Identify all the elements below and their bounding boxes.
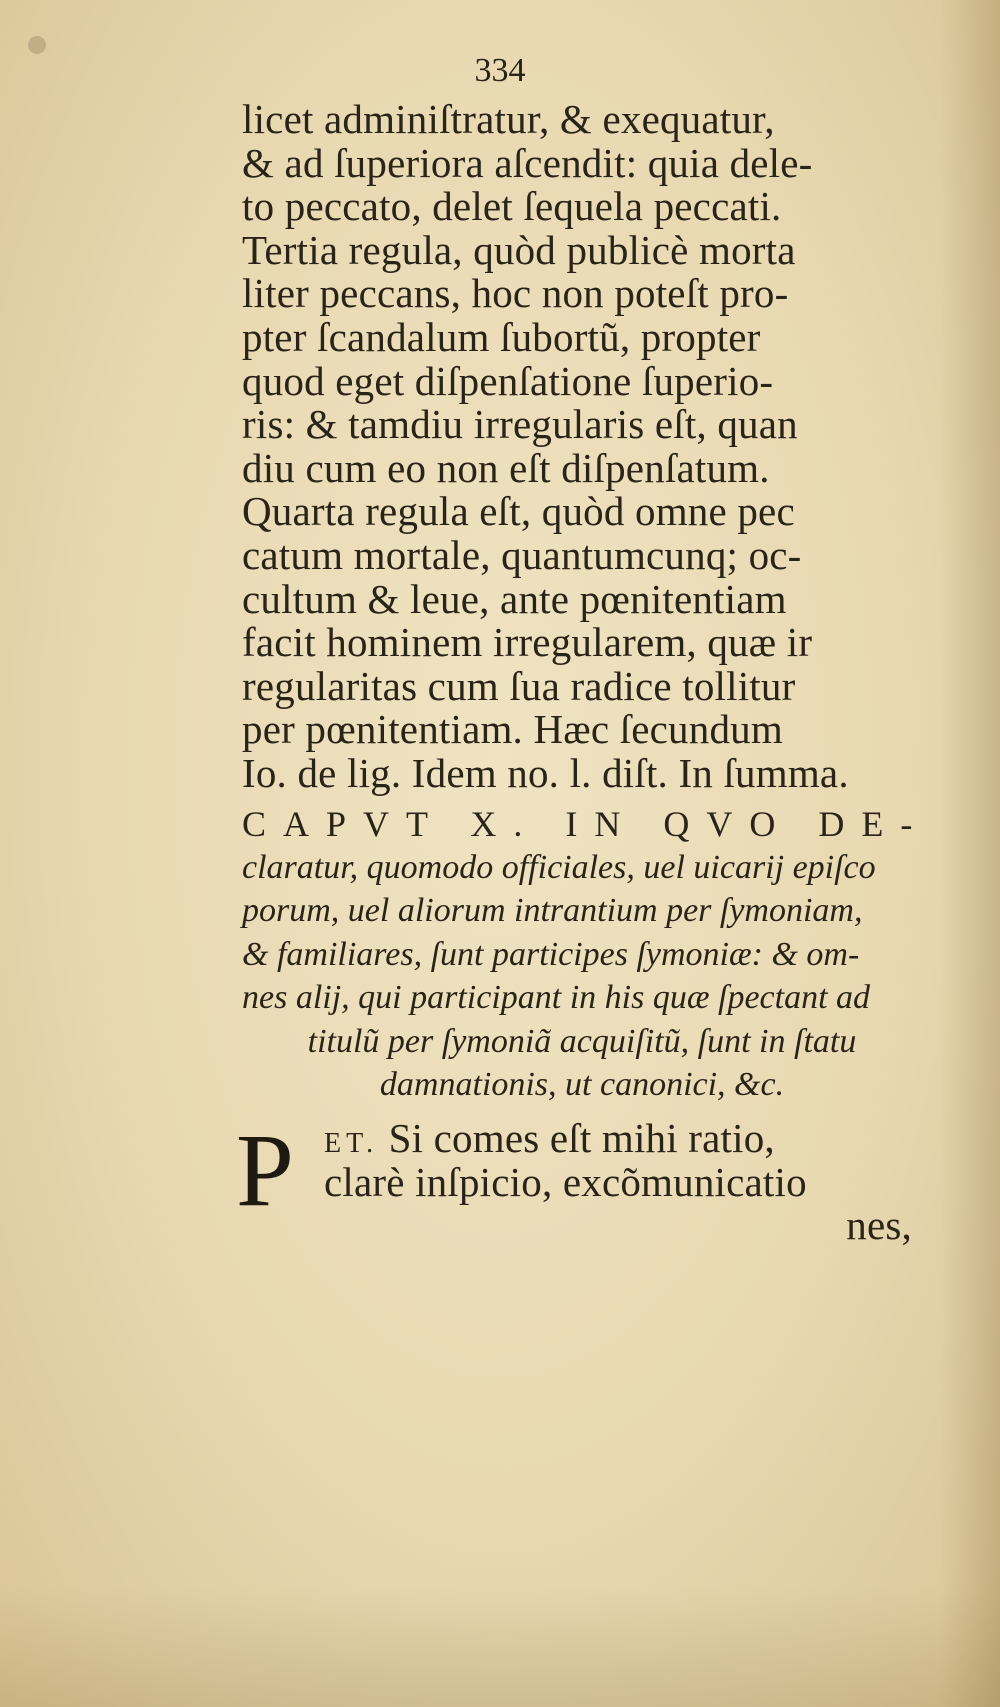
chapter-summary-line: claratur, quomodo officiales, uel uicarij epiſco bbox=[242, 848, 876, 886]
page-number: 334 bbox=[474, 52, 526, 89]
chapter-summary-line: porum, uel aliorum intrantium per ſymoniam, bbox=[242, 892, 863, 930]
chapter-summary-line: & familiares, ſunt participes ſymoniæ: & om- bbox=[242, 935, 860, 973]
body-line: Tertia regula, quòd publicè morta bbox=[242, 226, 796, 273]
speaker-label: ET. bbox=[324, 1128, 379, 1160]
body-line: liter peccans, hoc non poteſt pro- bbox=[242, 270, 789, 317]
chapter-heading: CAPVT X. IN QVO DE- bbox=[242, 803, 930, 844]
body-line: diu cum eo non eſt diſpenſatum. bbox=[242, 444, 770, 491]
chapter-summary-line: titulũ per ſymoniã acquiſitũ, ſunt in ſtatu bbox=[307, 1022, 857, 1060]
body-line: ris: & tamdiu irregularis eſt, quan bbox=[242, 401, 798, 448]
body-line: catum mortale, quantumcunq; oc- bbox=[242, 531, 802, 578]
drop-cap: P bbox=[236, 1113, 294, 1229]
body-line: regularitas cum ſua radice tollitur bbox=[242, 662, 796, 709]
page-bottom-shadow bbox=[0, 1587, 1000, 1707]
dialogue-line: clarè inſpicio, excõmunicatio bbox=[324, 1158, 807, 1205]
dialogue-paragraph bbox=[236, 1113, 922, 1249]
catchword: nes, bbox=[846, 1202, 912, 1249]
body-line: & ad ſuperiora aſcendit: quia dele- bbox=[242, 139, 813, 186]
chapter-summary-line: damnationis, ut canonici, &c. bbox=[379, 1066, 785, 1104]
body-line: facit hominem irregularem, quæ ir bbox=[242, 619, 813, 666]
body-line: pter ſcandalum ſubortũ, propter bbox=[242, 313, 761, 360]
dialogue-line bbox=[242, 1117, 922, 1161]
body-line: Quarta regula eſt, quòd omne pec bbox=[242, 488, 795, 535]
body-line: per pœnitentiam. Hæc ſecundum bbox=[242, 706, 783, 753]
main-text bbox=[236, 96, 930, 1249]
body-line: Io. de lig. Idem no. l. diſt. In ſumma. bbox=[242, 749, 849, 796]
page-edge-shadow bbox=[940, 0, 1000, 1707]
chapter-summary-line: nes alij, qui participant in his quæ ſpectant ad bbox=[242, 979, 871, 1017]
body-line: cultum & leue, ante pœnitentiam bbox=[242, 575, 787, 622]
dialogue-text: Si comes eſt mihi ratio, bbox=[388, 1115, 775, 1162]
body-line: quod eget diſpenſatione ſuperio- bbox=[242, 357, 774, 404]
body-line: licet adminiſtratur, & exequatur, bbox=[242, 96, 775, 142]
body-line: to peccato, delet ſequela peccati. bbox=[242, 183, 782, 230]
